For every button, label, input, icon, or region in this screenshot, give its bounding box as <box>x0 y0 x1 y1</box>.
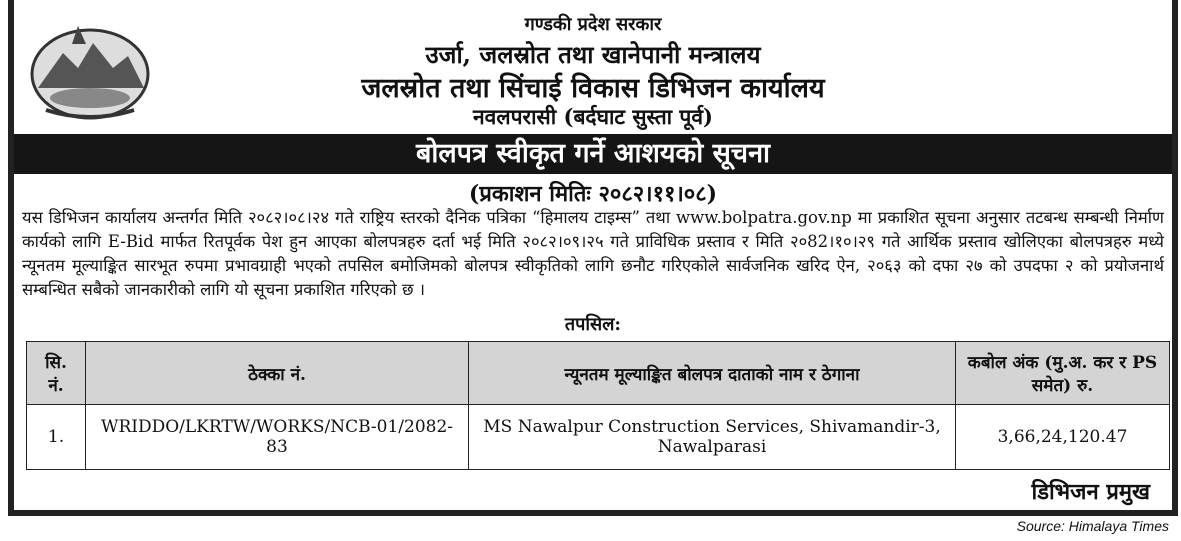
office-name: जलस्रोत तथा सिंचाई विकास डिभिजन कार्यालय <box>361 73 825 104</box>
cell-bidder: MS Nawalpur Construction Services, Shivamandir-3, Nawalparasi <box>469 405 956 470</box>
col-sn: सि. नं. <box>27 342 86 405</box>
notice-body: यस डिभिजन कार्यालय अन्तर्गत मिति २०८२।०८।२४ गते राष्ट्रिय स्तरको दैनिक पत्रिका “हिमालय टाइम्स” तथा www.bolpatra.gov.np मा प्रकाशित सूचना अनुसार तटबन्ध सम्बन्धी निर्माण कार्यको लागि E-Bid मार्फत रितपूर्वक पेश हुन आएका बोलपत्रहरु दर्ता भई मिति २०८२।०९।२५ गते प्राविधिक प्रस्ताव र मिति २०82।१०।२९ गते आर्थिक प्रस्ताव खोलिएका बोलपत्रहरु मध्ये न्यूनतम मूल्याङ्कित सारभूत रुपमा प्रभावग्राही भएको तपसिल बमोजिमको बोलपत्र स्वीकृतिको लागि छनौट गरिएकोले सार्वजनिक खरिद ऐन, २०६३ को दफा २७ को उपदफा २ को प्रयोजनार्थ सम्बन्धित सबैको जानकारीको लागि यो सूचना प्रकाशित गरिएको छ । <box>22 208 1164 299</box>
cell-sn: 1. <box>27 405 86 470</box>
col-amount: कबोल अंक (मु.अ. कर र PS समेत) रु. <box>956 342 1170 405</box>
col-contract-no: ठेक्का नं. <box>86 342 469 405</box>
table-row <box>27 405 1170 470</box>
government-name: गण्डकी प्रदेश सरकार <box>524 14 662 35</box>
cell-amount: 3,66,24,120.47 <box>956 405 1170 470</box>
table-header-row <box>27 342 1170 405</box>
office-location: नवलपरासी (बर्दघाट सुस्ता पूर्व) <box>473 104 713 129</box>
cell-contract-no: WRIDDO/LKRTW/WORKS/NCB-01/2082-83 <box>86 405 469 470</box>
notice-frame <box>8 0 1178 516</box>
notice-title: बोलपत्र स्वीकृत गर्ने आशयको सूचना <box>14 134 1172 174</box>
col-bidder: न्यूनतम मूल्याङ्कित बोलपत्र दाताको नाम र ठेगाना <box>469 342 956 405</box>
source-caption: Source: Himalaya Times <box>1016 518 1169 534</box>
publish-date: (प्रकाशन मितिः २०८२।११।०८) <box>468 181 718 207</box>
award-table <box>26 341 1170 470</box>
signature-title: डिभिजन प्रमुख <box>1031 479 1150 505</box>
details-heading: तपसिल: <box>564 314 622 335</box>
ministry-name: उर्जा, जलस्रोत तथा खानेपानी मन्त्रालय <box>425 40 761 69</box>
